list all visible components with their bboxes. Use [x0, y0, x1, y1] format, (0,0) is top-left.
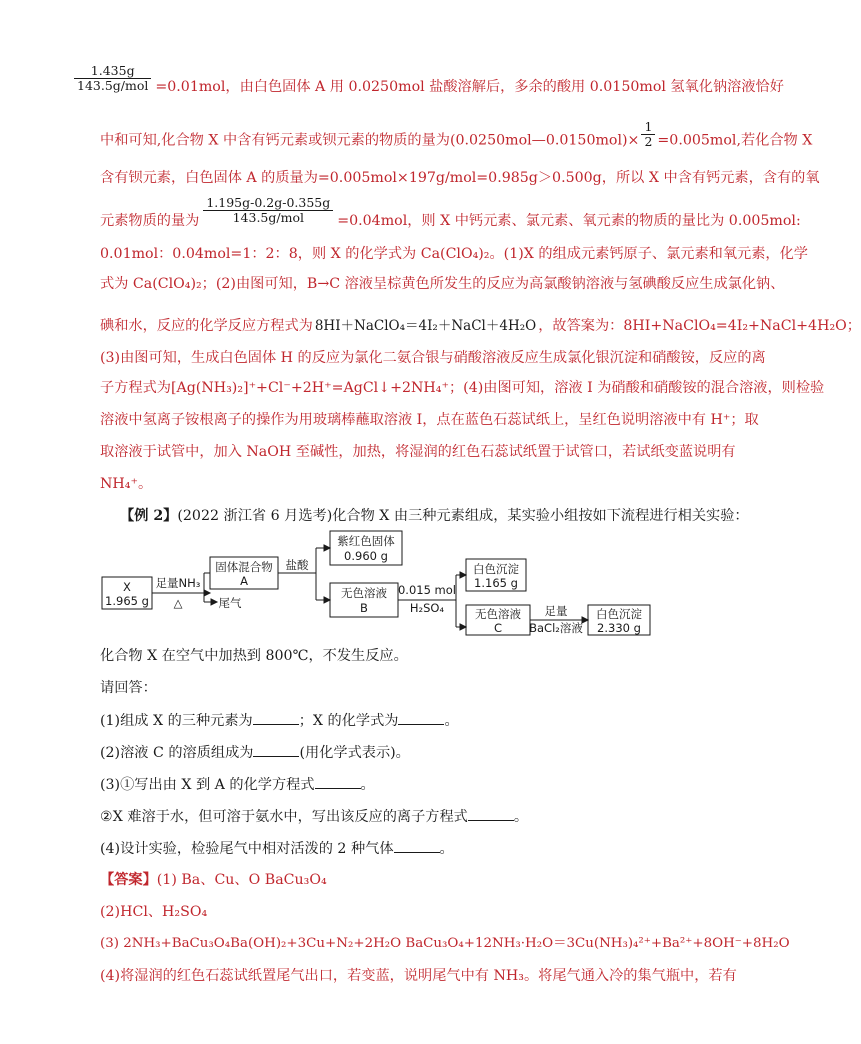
solution-line-1: $\frac{1.435g}{\text{143.5g/mol}}$ =0.01mol，由白色固体 A 用 0.0250mol 盐酸溶解后，多余的酸用 0.0150mol 氢氧化钠溶液恰好 — [70, 64, 784, 93]
solution-line-2: 中和可知,化合物 X 中含有钙元素或钡元素的物质的量为(0.0250mol—0.0150mol)× $\frac{1}{2}$ =0.005mol,若化合物 X — [100, 119, 813, 149]
bacl2-label: BaCl₂溶液 — [529, 621, 583, 635]
solution-line-5: 0.01mol：0.04mol=1：2：8，则 X 的化学式为 Ca(ClO₄)₂。(1)X 的组成元素钙原子、氯元素和氧元素，化学 — [100, 246, 808, 262]
acid-label: 盐酸 — [285, 558, 309, 572]
solution-line-3: 含有钡元素，白色固体 A 的质量为=0.005mol×197g/mol=0.985g＞0.500g，所以 X 中含有钙元素，含有的氧 — [100, 170, 820, 186]
white-ppt-2-label: 白色沉淀 — [596, 607, 642, 621]
answer-blank[interactable] — [253, 742, 299, 757]
fraction-half: $\frac{1}{2}$ — [641, 120, 655, 149]
b-label-1: 无色溶液 — [341, 586, 387, 600]
answer-blank[interactable] — [394, 838, 440, 853]
answer-blank[interactable] — [315, 774, 361, 789]
answer-4: (4)将湿润的红色石蕊试纸置尾气出口，若变蓝，说明尾气中有 NH₃。将尾气通入冷的集气瓶中，若有 — [100, 968, 737, 984]
c-label-1: 无色溶液 — [475, 607, 521, 621]
solution-line-8: (3)由图可知，生成白色固体 H 的反应为氯化二氨合银与硝酸溶液反应生成氯化银沉淀和硝酸铵，反应的离 — [100, 350, 766, 366]
purple-solid-1: 紫红色固体 — [337, 534, 395, 548]
heat-symbol: △ — [173, 596, 183, 610]
question-note: 化合物 X 在空气中加热到 800℃，不发生反应。 — [100, 648, 408, 664]
a-label-1: 固体混合物 — [215, 560, 273, 574]
question-prompt: 请回答： — [100, 680, 157, 696]
fraction-2: $\frac{1.195g-0.2g-0.355g}{\text{143.5g/mol}}$ — [203, 196, 333, 225]
h2so4-label: H₂SO₄ — [409, 601, 445, 615]
reagent-nh3: 足量NH₃ — [155, 576, 201, 590]
answer-3: (3) 2NH₃+BaCu₃O₄Ba(OH)₂+3Cu+N₂+2H₂O BaCu₃O₄+12NH₃·H₂O＝3Cu(NH₃)₄²⁺+Ba²⁺+8OH⁻+8H₂O — [100, 936, 790, 951]
x-label: X — [123, 580, 131, 594]
question-3: (3)①写出由 X 到 A 的化学方程式 。 — [100, 774, 375, 795]
solution-line-10: 溶液中氢离子铵根离子的操作为用玻璃棒蘸取溶液 I，点在蓝色石蕊试纸上，呈红色说明溶液中有 H⁺；取 — [100, 412, 759, 428]
solution-line-6: 式为 Ca(ClO₄)₂；(2)由图可知，B→C 溶液呈棕黄色所发生的反应为高氯酸钠溶液与氢碘酸反应生成氯化钠、 — [100, 276, 785, 292]
white-ppt-1-label: 白色沉淀 — [473, 562, 519, 576]
question-3-part-2: ②X 难溶于水，但可溶于氨水中，写出该反应的离子方程式 。 — [100, 806, 528, 827]
solution-line-7: 碘和水，反应的化学反应方程式为 8HI＋NaClO₄＝4I₂＋NaCl＋4H₂O ，故答案为：8HI+NaClO₄=4I₂+NaCl+4H₂O； — [100, 318, 861, 334]
answer-blank[interactable] — [468, 806, 514, 821]
a-label-2: A — [240, 574, 248, 588]
solution-line-9: 子方程式为[Ag(NH₃)₂]⁺+Cl⁻+2H⁺=AgCl↓+2NH₄⁺；(4)由图可知，溶液 I 为硝酸和硝酸铵的混合溶液，则检验 — [100, 380, 825, 396]
answer-2: (2)HCl、H₂SO₄ — [100, 904, 208, 920]
answer-blank[interactable] — [253, 710, 299, 725]
fraction-1: $\frac{1.435g}{\text{143.5g/mol}}$ — [74, 64, 151, 93]
purple-solid-2: 0.960 g — [344, 549, 388, 563]
solution-line-4: 元素物质的量为 $\frac{1.195g-0.2g-0.355g}{\text{143.5g/mol}}$ =0.04mol，则 X 中钙元素、氯元素、氧元素的物质的量比为 0.005mol: — [100, 195, 801, 229]
white-ppt-1-mass: 1.165 g — [474, 576, 518, 590]
b-label-2: B — [360, 601, 368, 615]
c-label-2: C — [493, 621, 503, 635]
answer-blank[interactable] — [398, 710, 444, 725]
h2so4-amount: 0.015 mol — [397, 583, 457, 597]
question-2: (2)溶液 C 的溶质组成为 (用化学式表示)。 — [100, 742, 410, 763]
tail-gas: 尾气 — [218, 596, 242, 610]
flow-chart-svg — [98, 527, 658, 637]
example-heading: 【例 2】(2022 浙江省 6 月选考)化合物 X 由三种元素组成，某实验小组按如下流程进行相关实验： — [120, 508, 749, 524]
x-mass: 1.965 g — [105, 594, 149, 608]
bacl2-top: 足量 — [544, 604, 568, 618]
equation-image: 8HI＋NaClO₄＝4I₂＋NaCl＋4H₂O — [314, 318, 537, 334]
solution-line-11: 取溶液于试管中，加入 NaOH 至碱性，加热，将湿润的红色石蕊试纸置于试管口，若试纸变蓝说明有 — [100, 444, 736, 460]
solution-line-12: NH₄⁺。 — [100, 476, 153, 492]
white-ppt-2-mass: 2.330 g — [597, 621, 641, 635]
answer-1: 【答案】(1) Ba、Cu、O BaCu₃O₄ — [100, 872, 327, 888]
flow-diagram — [98, 527, 658, 637]
question-1: (1)组成 X 的三种元素为 ；X 的化学式为 。 — [100, 710, 459, 731]
question-4: (4)设计实验，检验尾气中相对活泼的 2 种气体 。 — [100, 838, 454, 859]
